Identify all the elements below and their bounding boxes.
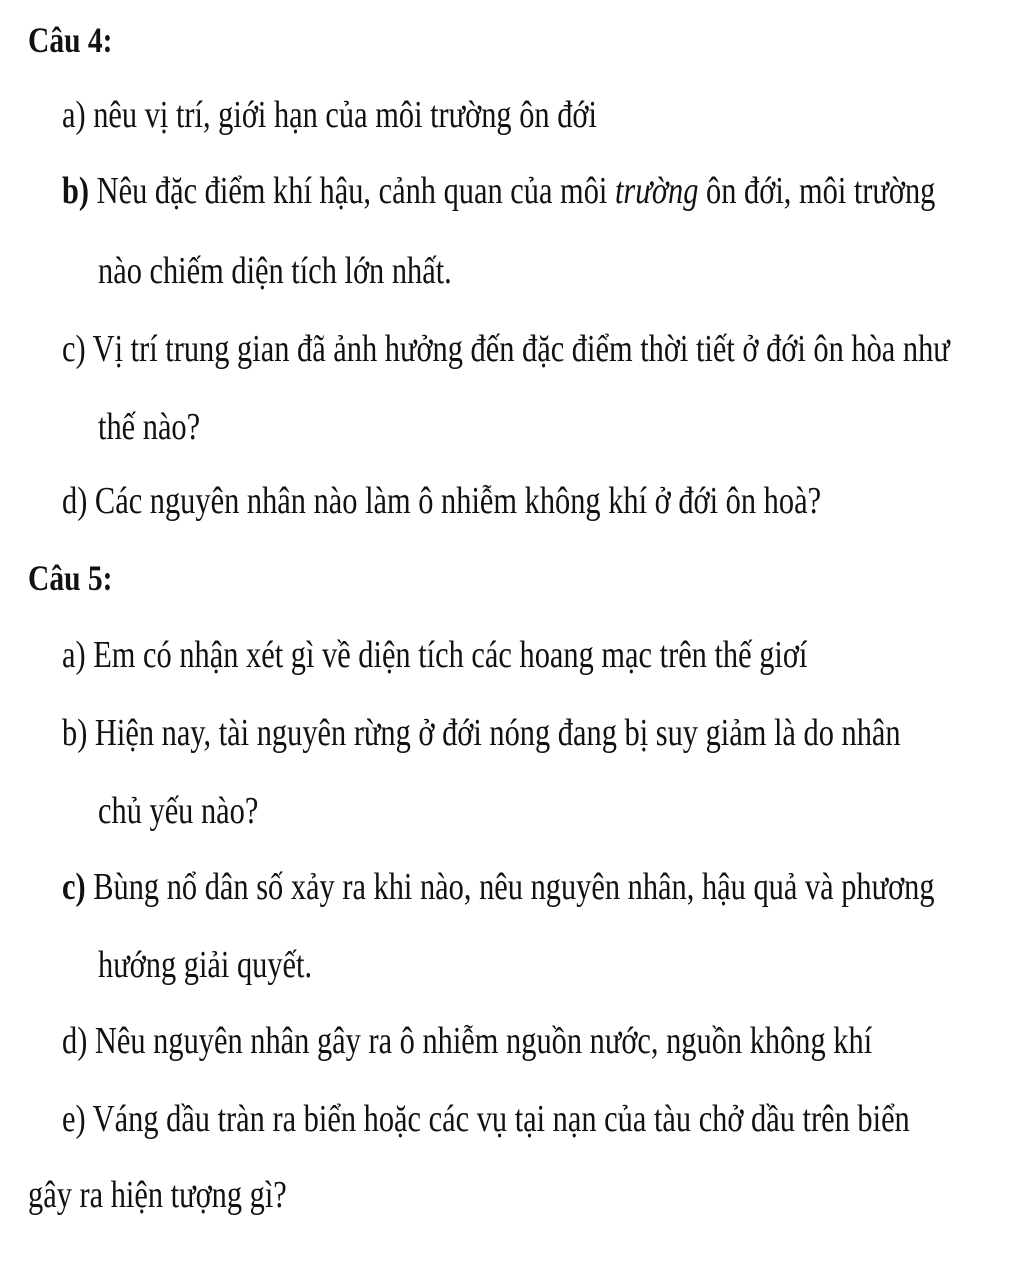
question-5-part-a: a) Em có nhận xét gì về diện tích các hoang mạc trên thế giơí [62, 634, 808, 676]
question-5-part-b-line-2: chủ yếu nào? [98, 790, 259, 832]
question-4-part-a: a) nêu vị trí, giới hạn của môi trường ôn đới [62, 94, 597, 136]
question-5-part-d: d) Nêu nguyên nhân gây ra ô nhiễm nguồn nước, nguồn không khí [62, 1020, 873, 1062]
question-5-part-c-text: Bùng nổ dân số xảy ra khi nào, nêu nguyên nhân, hậu quả và phương [85, 866, 935, 908]
question-5-heading: Câu 5: [28, 558, 113, 598]
question-5-part-b-line-1: b) Hiện nay, tài nguyên rừng ở đới nóng đang bị suy giảm là do nhân [62, 712, 901, 754]
question-4-part-c-line-2: thế nào? [98, 406, 201, 448]
question-4-part-b-line-1 [62, 172, 935, 210]
question-5-part-c-line-1 [62, 868, 935, 906]
question-4-part-b-text: Nêu đặc điểm khí hậu, cảnh quan của môi [89, 170, 615, 212]
question-4-part-d: d) Các nguyên nhân nào làm ô nhiễm không khí ở đới ôn hoà? [62, 480, 822, 522]
question-4-part-c-line-1: c) Vị trí trung gian đã ảnh hưởng đến đặc điểm thời tiết ở đới ôn hòa như [62, 328, 950, 370]
question-4-part-b-italic-word: trường [614, 170, 699, 212]
question-5-part-e-line-1: e) Váng dầu tràn ra biển hoặc các vụ tại nạn của tàu chở dầu trên biển [62, 1098, 910, 1140]
question-4-heading: Câu 4: [28, 20, 113, 60]
question-5-part-c-marker: c) [62, 866, 86, 908]
question-4-part-b-marker: b) [62, 170, 90, 212]
question-5-part-c-line-2: hướng giải quyết. [98, 944, 313, 986]
question-4-part-b-line-2: nào chiếm diện tích lớn nhất. [98, 250, 452, 292]
question-5-part-e-line-2: gây ra hiện tượng gì? [28, 1174, 287, 1216]
question-4-part-b-text-end: ôn đới, môi trường [698, 170, 936, 212]
